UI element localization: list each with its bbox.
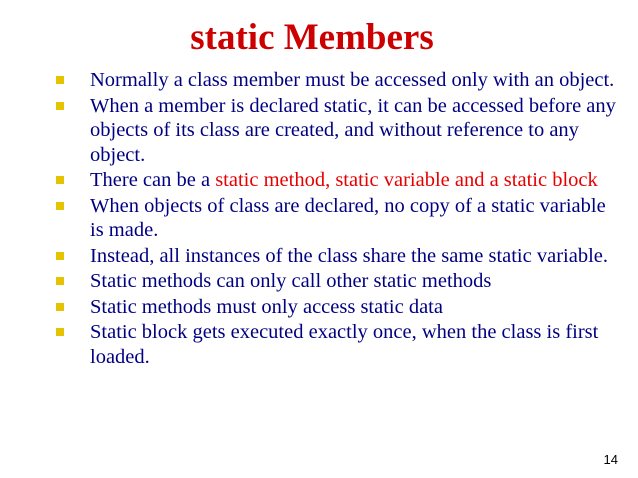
square-bullet-icon	[56, 102, 64, 110]
bullet-item	[0, 295, 638, 320]
bullet-item	[0, 94, 638, 168]
square-bullet-icon	[56, 76, 64, 84]
bullet-text: Static methods can only call other static methods	[90, 270, 492, 292]
bullet-item	[0, 68, 638, 93]
bullet-text: When a member is declared static, it can be accessed before any objects of its class are created, and without reference to any object.	[90, 94, 616, 166]
bullet-text: When objects of class are declared, no copy of a static variable is made.	[90, 194, 606, 241]
square-bullet-icon	[56, 277, 64, 285]
bullet-list	[0, 68, 638, 370]
bullet-text-highlight: static method, static variable and a static block	[215, 169, 598, 191]
bullet-item	[0, 244, 638, 269]
bullet-item	[0, 320, 638, 369]
square-bullet-icon	[56, 328, 64, 336]
slide-title: static Members	[190, 17, 434, 58]
bullet-item	[0, 269, 638, 294]
bullet-text: Static methods must only access static data	[90, 295, 443, 318]
square-bullet-icon	[56, 176, 64, 184]
bullet-text: Instead, all instances of the class share the same static variable.	[90, 244, 608, 267]
square-bullet-icon	[56, 252, 64, 260]
square-bullet-icon	[56, 303, 64, 311]
bullet-item	[0, 194, 638, 243]
bullet-text: Static block gets executed exactly once, when the class is first loaded.	[90, 321, 599, 368]
page-number: 14	[603, 452, 618, 467]
bullet-text: Normally a class member must be accessed only with an object.	[90, 69, 615, 91]
square-bullet-icon	[56, 202, 64, 210]
bullet-item	[0, 168, 638, 193]
bullet-text-prefix: There can be a	[90, 169, 216, 191]
